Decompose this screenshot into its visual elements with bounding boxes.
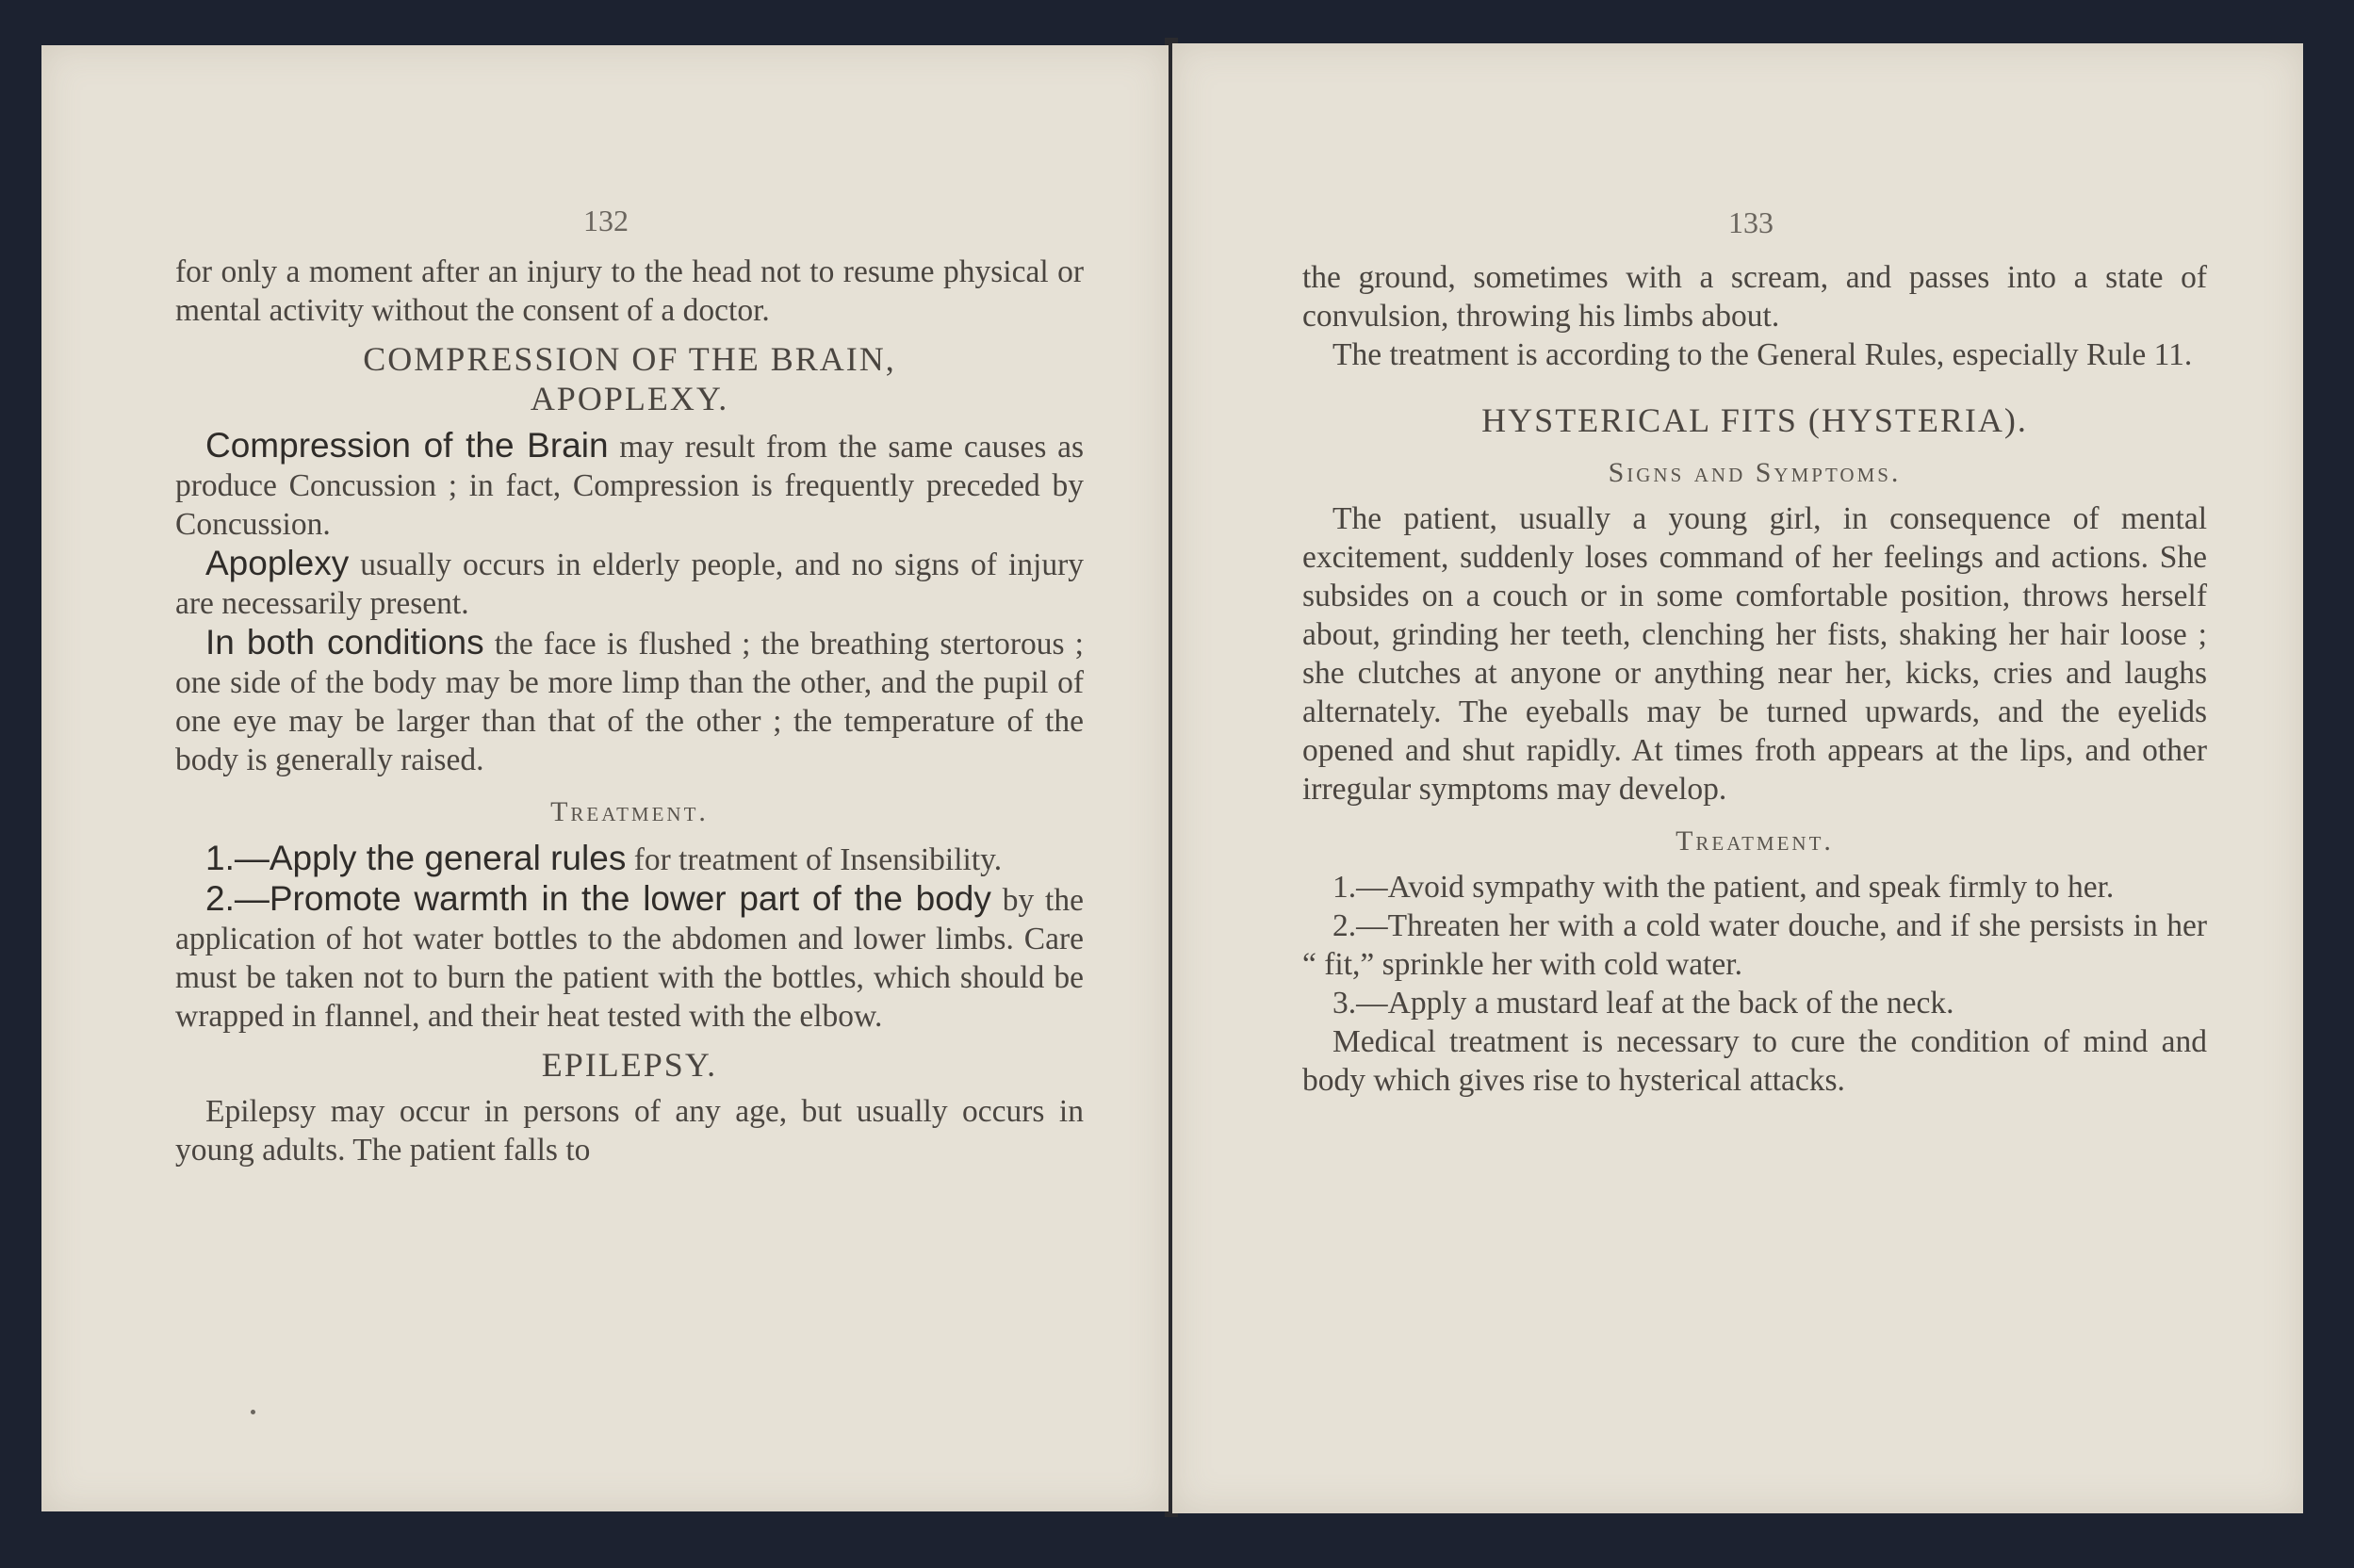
treatment-heading: Treatment.	[550, 796, 709, 827]
paragraph-signs: The patient, usually a young girl, in consequence of mental excitement, suddenly loses command of her feelings and actions. She subsides on a couch or in some comfortable position, throws herself about, grinding her teeth, clenching her fists, shaking her hair loose ; she clutches at anyone or anything near her, kicks, cries and laughs alternately. The eyeballs may be turned upwards, and the eyelids opened and shut rapidly. At times froth appears at the lips, and other irregular symptoms may develop.	[1302, 501, 2207, 807]
intro-paragraph-2: The treatment is according to the General Rules, especially Rule 11.	[1332, 337, 2193, 372]
treatment-heading: Treatment.	[1676, 825, 1834, 857]
treatment-item-2	[175, 879, 1084, 1036]
lead-item-2: 2.—Promote warmth in the lower part of the body	[205, 879, 991, 918]
paragraph-epilepsy: Epilepsy may occur in persons of any age, but usually occurs in young adults. The patient falls to	[175, 1094, 1084, 1168]
lead-item-1: 1.—Apply the general rules	[205, 839, 627, 877]
treatment-item-2: 2.—Threaten her with a cold water douche, and if she persists in her “ fit,” sprinkle her with cold water.	[1302, 908, 2207, 982]
page-number: 133	[1728, 205, 1774, 239]
text-compression: may result from the same causes as produce Concussion ; in fact, Compression is frequently preceded by Concussion.	[175, 430, 1084, 542]
right-page-text	[1302, 258, 2207, 1100]
intro-paragraph: the ground, sometimes with a scream, and passes into a state of convulsion, throwing his limbs about.	[1302, 260, 2207, 334]
page-number: 132	[583, 204, 629, 237]
paragraph-closing: Medical treatment is necessary to cure the condition of mind and body which gives rise to hysterical attacks.	[1302, 1024, 2207, 1098]
paragraph-apoplexy	[175, 544, 1084, 623]
text-item-1: for treatment of Insensibility.	[626, 842, 1003, 877]
right-page	[1172, 43, 2303, 1513]
lead-compression: Compression of the Brain	[205, 426, 609, 465]
lead-apoplexy: Apoplexy	[205, 544, 350, 582]
treatment-item-3: 3.—Apply a mustard leaf at the back of the neck.	[1332, 986, 1954, 1021]
heading-line-2: APOPLEXY.	[530, 380, 729, 417]
signs-heading: Signs and Symptoms.	[1608, 457, 1902, 488]
section-heading-epilepsy: EPILEPSY.	[541, 1046, 718, 1084]
section-heading-hysteria: HYSTERICAL FITS (HYSTERIA).	[1481, 401, 2028, 439]
paragraph-both-conditions	[175, 623, 1084, 779]
paragraph-compression	[175, 426, 1084, 544]
section-heading-compression	[175, 339, 1084, 418]
text-item-2: by the application of hot water bottles to the abdomen and lower limbs. Care must be taken not to burn the patient with the bottles, which should be wrapped in flannel, and their heat tested with the elbow.	[175, 883, 1084, 1034]
left-page-text	[175, 253, 1084, 1169]
treatment-item-1: 1.—Avoid sympathy with the patient, and speak firmly to her.	[1332, 870, 2115, 905]
intro-paragraph: for only a moment after an injury to the head not to resume physical or mental activity without the consent of a doctor.	[175, 254, 1084, 328]
lead-both-conditions: In both conditions	[205, 623, 484, 662]
heading-line-1: COMPRESSION OF THE BRAIN,	[363, 340, 896, 378]
text-apoplexy: usually occurs in elderly people, and no signs of injury are necessarily present.	[175, 547, 1084, 621]
left-page	[41, 45, 1169, 1511]
treatment-item-1	[175, 839, 1084, 879]
ink-dot	[251, 1410, 255, 1414]
text-both-conditions: the face is flushed ; the breathing stertorous ; one side of the body may be more limp than the other, and the pupil of one eye may be larger than that of the other ; the temperature of the body is generally raised.	[175, 627, 1084, 777]
